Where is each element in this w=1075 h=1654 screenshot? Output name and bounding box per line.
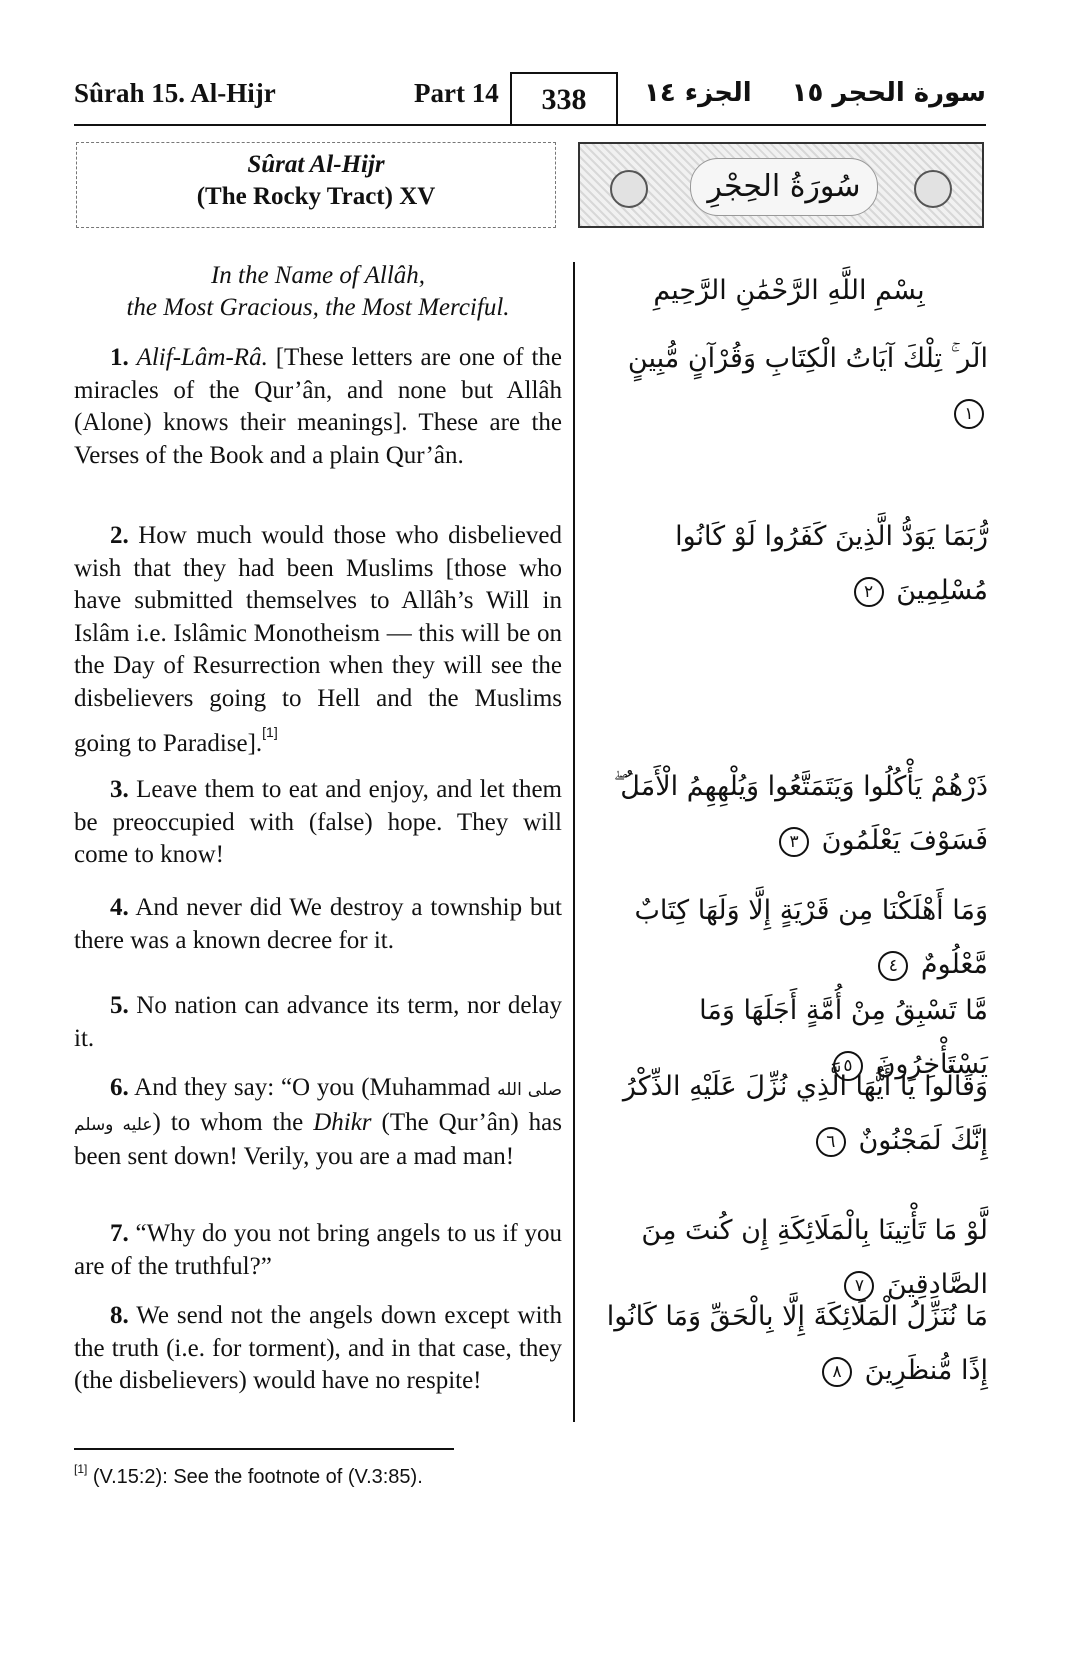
verse-5-arabic: مَّا تَسْبِقُ مِنْ أُمَّةٍ أَجَلَهَا وَمَا يَسْتَأْخِرُونَ ٥: [699, 995, 988, 1080]
verse-1: 1. Alif-Lâm-Râ. [These letters are one of the miracles of the Qur’ân, and none but Allâh (Alone) knows their meanings]. These are the Verses of the Book and a plain Qur’ân.: [74, 344, 562, 469]
column-divider: [573, 262, 575, 1422]
verse-6-arabic: وَقَالُوا يَا أَيُّهَا الَّذِي نُزِّلَ عَلَيْهِ الذِّكْرُ إِنَّكَ لَمَجْنُونٌ ٦: [622, 1071, 988, 1156]
verse-2-arabic: رُّبَمَا يَوَدُّ الَّذِينَ كَفَرُوا لَوْ كَانُوا مُسْلِمِينَ ٢: [675, 521, 988, 606]
verse-end-marker-icon: ١: [954, 399, 984, 429]
floral-ornament-icon: [914, 170, 952, 208]
surah-title-box: [76, 142, 556, 228]
verse-end-marker-icon: ٤: [878, 951, 908, 981]
verse-3-arabic: ذَرْهُمْ يَأْكُلُوا وَيَتَمَتَّعُوا وَيُلْهِهِمُ الْأَمَلُ ۖ فَسَوْفَ يَعْلَمُونَ ٣: [613, 771, 988, 856]
footnote: [1] (V.15:2): See the footnote of (V.3:85).: [74, 1462, 423, 1488]
part-label-arabic: الجزء ١٤: [644, 78, 752, 108]
verse-end-marker-icon: ٧: [844, 1271, 874, 1301]
footnote-rule: [74, 1448, 454, 1450]
surah-title-english: Sûrah 15. Al-Hijr: [74, 78, 276, 108]
ornament-banner: [578, 142, 984, 228]
floral-ornament-icon: [610, 170, 648, 208]
surah-title-arabic: سورة الحجر ١٥: [791, 78, 986, 108]
verse-4: 4. And never did We destroy a township but there was a known decree for it.: [74, 894, 562, 954]
page-header: [74, 76, 986, 126]
verse-8-arabic: مَا نُنَزِّلُ الْمَلَائِكَةَ إِلَّا بِالْحَقِّ وَمَا كَانُوا إِذًا مُّنظَرِينَ ٨: [606, 1301, 988, 1386]
header-rule: [74, 124, 986, 126]
bismillah-arabic: بِسْمِ اللَّهِ الرَّحْمَٰنِ الرَّحِيمِ: [653, 275, 925, 306]
verse-end-marker-icon: ٥: [833, 1051, 863, 1081]
bismillah-english: In the Name of Allâh, the Most Gracious, the Most Merciful.: [126, 262, 510, 321]
verse-5: 5. No nation can advance its term, nor delay it.: [74, 992, 562, 1052]
verse-end-marker-icon: ٦: [816, 1127, 846, 1157]
verse-end-marker-icon: ٣: [779, 827, 809, 857]
verse-1-arabic: الٓر ۚ تِلْكَ آيَاتُ الْكِتَابِ وَقُرْآنٍ مُّبِينٍ ١: [590, 332, 988, 440]
verse-2: 2. How much would those who disbelieved wish that they had been Muslims [those who have submitted themselves to Allâh’s Will in Islâm i.e. Islâmic Monotheism — this will be on the Day of Resurrection when they will see the disbelievers going to Hell and the Muslims going to Paradise].[1]: [74, 522, 562, 757]
verse-8: 8. We send not the angels down except with the truth (i.e. for torment), and in that case, they (the disbelievers) would have no respite!: [74, 1302, 562, 1395]
surah-name-arabic-calligraphy: سُورَةُ الحِجْرِ: [690, 158, 878, 216]
verse-6: 6. And they say: “O you (Muhammad صلى الله عليه وسلم) to whom the Dhikr (The Qur’ân) has been sent down! Verily, you are a mad man!: [74, 1074, 563, 1171]
verse-7: 7. “Why do you not bring angels to us if you are of the truthful?”: [74, 1220, 562, 1280]
page-number: 338: [510, 72, 618, 124]
verse-7-arabic: لَّوْ مَا تَأْتِينَا بِالْمَلَائِكَةِ إِن كُنتَ مِنَ الصَّادِقِينَ ٧: [641, 1215, 988, 1300]
verse-end-marker-icon: ٢: [854, 577, 884, 607]
footnote-reference[interactable]: [1]: [262, 723, 278, 740]
english-translation-column: [74, 260, 563, 1395]
surah-subtitle: (The Rocky Tract) XV: [196, 183, 436, 210]
verse-3: 3. Leave them to eat and enjoy, and let them be preoccupied with (false) hope. They will come to know!: [74, 776, 562, 869]
verse-end-marker-icon: ٨: [822, 1357, 852, 1387]
salutation-arabic: صلى الله عليه وسلم: [74, 1080, 563, 1135]
verse-4-arabic: وَمَا أَهْلَكْنَا مِن قَرْيَةٍ إِلَّا وَلَهَا كِتَابٌ مَّعْلُومٌ ٤: [634, 895, 988, 980]
surah-name: Sûrat Al-Hijr: [247, 151, 385, 178]
footnote-marker: [1]: [74, 1462, 88, 1476]
part-label-english: Part 14: [414, 78, 499, 108]
